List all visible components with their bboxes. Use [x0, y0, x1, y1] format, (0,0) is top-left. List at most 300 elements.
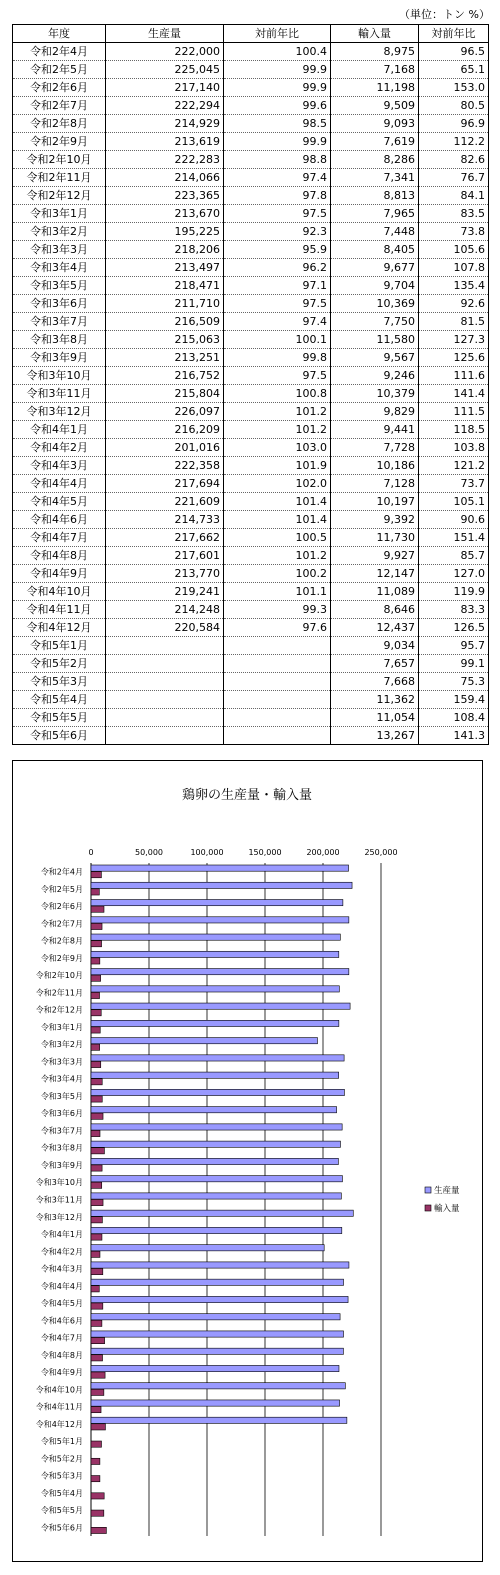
value-cell: 97.5 — [224, 295, 331, 313]
month-cell: 令和4年2月 — [13, 439, 106, 457]
table-row — [13, 241, 489, 259]
value-cell: 119.9 — [419, 583, 489, 601]
value-cell: 97.5 — [224, 367, 331, 385]
value-cell: 218,206 — [106, 241, 224, 259]
value-cell: 100.8 — [224, 385, 331, 403]
bar-import — [91, 1217, 102, 1223]
table-row — [13, 529, 489, 547]
bar-production — [91, 1055, 344, 1061]
category-label: 令和3年9月 — [40, 1160, 83, 1170]
value-cell — [106, 691, 224, 709]
value-cell: 216,209 — [106, 421, 224, 439]
bar-production — [91, 1383, 345, 1389]
value-cell: 141.4 — [419, 385, 489, 403]
value-cell: 99.1 — [419, 655, 489, 673]
value-cell: 10,197 — [331, 493, 419, 511]
value-cell: 126.5 — [419, 619, 489, 637]
category-label: 令和2年6月 — [40, 902, 83, 912]
value-cell: 127.3 — [419, 331, 489, 349]
category-label: 令和3年8月 — [40, 1143, 83, 1153]
table-row — [13, 565, 489, 583]
month-cell: 令和4年4月 — [13, 475, 106, 493]
value-cell: 7,965 — [331, 205, 419, 223]
month-cell: 令和5年5月 — [13, 709, 106, 727]
value-cell: 99.9 — [224, 133, 331, 151]
bar-import — [91, 1182, 102, 1188]
category-label: 令和5年6月 — [40, 1523, 83, 1533]
table-row — [13, 403, 489, 421]
value-cell: 103.8 — [419, 439, 489, 457]
value-cell: 92.6 — [419, 295, 489, 313]
month-cell: 令和4年6月 — [13, 511, 106, 529]
category-label: 令和3年5月 — [40, 1091, 83, 1101]
value-cell: 12,437 — [331, 619, 419, 637]
table-row — [13, 727, 489, 745]
value-cell: 8,975 — [331, 43, 419, 61]
bar-production — [91, 1296, 348, 1302]
bar-import — [91, 1355, 103, 1361]
bar-production — [91, 1193, 341, 1199]
bar-import — [91, 958, 100, 964]
bar-import — [91, 1320, 102, 1326]
category-label: 令和3年11月 — [35, 1195, 83, 1205]
value-cell: 9,441 — [331, 421, 419, 439]
month-cell: 令和5年6月 — [13, 727, 106, 745]
value-cell: 83.3 — [419, 601, 489, 619]
month-cell: 令和2年9月 — [13, 133, 106, 151]
value-cell: 73.7 — [419, 475, 489, 493]
value-cell: 107.8 — [419, 259, 489, 277]
month-cell: 令和2年4月 — [13, 43, 106, 61]
value-cell: 9,509 — [331, 97, 419, 115]
value-cell: 7,619 — [331, 133, 419, 151]
value-cell: 108.4 — [419, 709, 489, 727]
month-cell: 令和3年1月 — [13, 205, 106, 223]
bar-import — [91, 872, 101, 878]
bar-production — [91, 865, 349, 871]
month-cell: 令和3年3月 — [13, 241, 106, 259]
value-cell: 7,448 — [331, 223, 419, 241]
value-cell: 101.9 — [224, 457, 331, 475]
table-row — [13, 133, 489, 151]
x-tick-label: 250,000 — [364, 848, 398, 857]
value-cell: 99.9 — [224, 79, 331, 97]
value-cell: 111.6 — [419, 367, 489, 385]
value-cell — [224, 709, 331, 727]
x-tick-label: 200,000 — [306, 848, 340, 857]
value-cell: 101.2 — [224, 421, 331, 439]
value-cell: 96.5 — [419, 43, 489, 61]
month-cell: 令和4年10月 — [13, 583, 106, 601]
value-cell — [106, 727, 224, 745]
value-cell: 9,927 — [331, 547, 419, 565]
bar-import — [91, 1027, 100, 1033]
bar-production — [91, 1314, 340, 1320]
value-cell: 98.5 — [224, 115, 331, 133]
bar-import — [91, 1441, 101, 1447]
bar-production — [91, 1417, 347, 1423]
value-cell: 97.6 — [224, 619, 331, 637]
category-label: 令和2年9月 — [40, 953, 83, 963]
table-row — [13, 475, 489, 493]
table-row — [13, 637, 489, 655]
value-cell: 65.1 — [419, 61, 489, 79]
value-cell: 97.8 — [224, 187, 331, 205]
category-label: 令和4年8月 — [40, 1350, 83, 1360]
month-cell: 令和2年6月 — [13, 79, 106, 97]
value-cell: 222,283 — [106, 151, 224, 169]
bar-import — [91, 1234, 102, 1240]
table-row — [13, 583, 489, 601]
table-row — [13, 115, 489, 133]
value-cell: 7,128 — [331, 475, 419, 493]
value-cell — [224, 637, 331, 655]
value-cell: 9,704 — [331, 277, 419, 295]
value-cell: 8,813 — [331, 187, 419, 205]
column-header: 対前年比 — [224, 25, 331, 43]
value-cell: 76.7 — [419, 169, 489, 187]
value-cell: 101.1 — [224, 583, 331, 601]
bar-production — [91, 1227, 342, 1233]
value-cell: 101.2 — [224, 547, 331, 565]
value-cell: 225,045 — [106, 61, 224, 79]
value-cell: 9,567 — [331, 349, 419, 367]
bar-import — [91, 1286, 99, 1292]
table-row — [13, 295, 489, 313]
value-cell: 153.0 — [419, 79, 489, 97]
bar-import — [91, 1079, 102, 1085]
value-cell: 103.0 — [224, 439, 331, 457]
month-cell: 令和4年9月 — [13, 565, 106, 583]
value-cell: 141.3 — [419, 727, 489, 745]
category-label: 令和4年5月 — [40, 1299, 83, 1309]
bar-import — [91, 1476, 100, 1482]
value-cell: 8,646 — [331, 601, 419, 619]
bar-import — [91, 1044, 100, 1050]
value-cell: 214,733 — [106, 511, 224, 529]
category-label: 令和4年2月 — [40, 1247, 83, 1257]
bar-import — [91, 1372, 105, 1378]
bar-import — [91, 1130, 100, 1136]
value-cell: 99.9 — [224, 61, 331, 79]
value-cell: 81.5 — [419, 313, 489, 331]
table-row — [13, 511, 489, 529]
unit-note: （単位：トン %） — [399, 8, 490, 21]
bar-import — [91, 1407, 101, 1413]
bar-import — [91, 1493, 104, 1499]
month-cell: 令和4年1月 — [13, 421, 106, 439]
category-label: 令和2年7月 — [40, 919, 83, 929]
bar-import — [91, 1061, 101, 1067]
month-cell: 令和3年7月 — [13, 313, 106, 331]
month-cell: 令和2年11月 — [13, 169, 106, 187]
month-cell: 令和2年10月 — [13, 151, 106, 169]
value-cell: 9,093 — [331, 115, 419, 133]
bar-production — [91, 951, 339, 957]
value-cell: 97.4 — [224, 169, 331, 187]
category-label: 令和4年4月 — [40, 1281, 83, 1291]
category-label: 令和3年6月 — [40, 1109, 83, 1119]
month-cell: 令和4年5月 — [13, 493, 106, 511]
table-row — [13, 547, 489, 565]
month-cell: 令和5年4月 — [13, 691, 106, 709]
bar-import — [91, 1199, 103, 1205]
month-cell: 令和3年8月 — [13, 331, 106, 349]
value-cell: 213,497 — [106, 259, 224, 277]
value-cell: 97.1 — [224, 277, 331, 295]
value-cell: 223,365 — [106, 187, 224, 205]
bar-production — [91, 1262, 349, 1268]
category-label: 令和5年1月 — [40, 1437, 83, 1447]
x-tick-label: 50,000 — [135, 848, 163, 857]
value-cell: 9,246 — [331, 367, 419, 385]
value-cell: 13,267 — [331, 727, 419, 745]
bar-production — [91, 917, 349, 923]
value-cell: 11,580 — [331, 331, 419, 349]
bar-import — [91, 889, 99, 895]
month-cell: 令和4年11月 — [13, 601, 106, 619]
value-cell — [224, 691, 331, 709]
table-body — [13, 43, 489, 745]
month-cell: 令和5年1月 — [13, 637, 106, 655]
table-row — [13, 313, 489, 331]
month-cell: 令和2年7月 — [13, 97, 106, 115]
month-cell: 令和4年12月 — [13, 619, 106, 637]
bar-production — [91, 1279, 344, 1285]
month-cell: 令和5年2月 — [13, 655, 106, 673]
category-label: 令和2年10月 — [35, 971, 83, 981]
value-cell: 9,677 — [331, 259, 419, 277]
category-label: 令和5年4月 — [40, 1488, 83, 1498]
table-row — [13, 673, 489, 691]
chart-title: 鶏卵の生産量・輸入量 — [181, 788, 313, 803]
value-cell: 8,405 — [331, 241, 419, 259]
value-cell: 112.2 — [419, 133, 489, 151]
bar-import — [91, 1424, 105, 1430]
category-label: 令和3年10月 — [35, 1178, 83, 1188]
bar-production — [91, 1089, 344, 1095]
table-row — [13, 205, 489, 223]
bar-production — [91, 1400, 340, 1406]
category-label: 令和5年2月 — [40, 1454, 83, 1464]
category-label: 令和4年3月 — [40, 1264, 83, 1274]
category-label: 令和5年3月 — [40, 1471, 83, 1481]
table-row — [13, 457, 489, 475]
month-cell: 令和4年8月 — [13, 547, 106, 565]
value-cell: 85.7 — [419, 547, 489, 565]
category-label: 令和3年3月 — [40, 1057, 83, 1067]
bar-chart — [13, 761, 482, 1561]
value-cell: 10,379 — [331, 385, 419, 403]
table-row — [13, 655, 489, 673]
table-row — [13, 43, 489, 61]
bar-production — [91, 934, 340, 940]
value-cell: 222,000 — [106, 43, 224, 61]
bar-import — [91, 1165, 102, 1171]
category-label: 令和4年6月 — [40, 1316, 83, 1326]
value-cell: 11,089 — [331, 583, 419, 601]
month-cell: 令和3年11月 — [13, 385, 106, 403]
month-cell: 令和2年5月 — [13, 61, 106, 79]
bar-import — [91, 1337, 105, 1343]
column-header: 輸入量 — [331, 25, 419, 43]
value-cell: 201,016 — [106, 439, 224, 457]
value-cell: 95.9 — [224, 241, 331, 259]
bar-production — [91, 986, 339, 992]
column-header: 年度 — [13, 25, 106, 43]
bar-production — [91, 1176, 342, 1182]
value-cell: 105.6 — [419, 241, 489, 259]
value-cell: 73.8 — [419, 223, 489, 241]
bar-import — [91, 1510, 104, 1516]
value-cell: 83.5 — [419, 205, 489, 223]
value-cell: 213,251 — [106, 349, 224, 367]
value-cell: 105.1 — [419, 493, 489, 511]
value-cell: 218,471 — [106, 277, 224, 295]
table-row — [13, 169, 489, 187]
category-label: 令和3年12月 — [35, 1212, 83, 1222]
table-row — [13, 421, 489, 439]
value-cell: 127.0 — [419, 565, 489, 583]
bar-import — [91, 992, 100, 998]
value-cell: 11,198 — [331, 79, 419, 97]
category-label: 令和4年1月 — [40, 1230, 83, 1240]
value-cell: 80.5 — [419, 97, 489, 115]
bar-import — [91, 1113, 103, 1119]
bar-production — [91, 1210, 353, 1216]
bar-import — [91, 1251, 100, 1257]
value-cell — [106, 673, 224, 691]
value-cell: 95.7 — [419, 637, 489, 655]
category-label: 令和4年7月 — [40, 1333, 83, 1343]
value-cell: 84.1 — [419, 187, 489, 205]
value-cell: 9,829 — [331, 403, 419, 421]
value-cell: 121.2 — [419, 457, 489, 475]
value-cell: 100.2 — [224, 565, 331, 583]
value-cell: 92.3 — [224, 223, 331, 241]
legend-swatch — [425, 1187, 431, 1193]
bar-production — [91, 882, 352, 888]
value-cell: 90.6 — [419, 511, 489, 529]
value-cell: 7,168 — [331, 61, 419, 79]
table-row — [13, 79, 489, 97]
bar-import — [91, 1096, 102, 1102]
bar-production — [91, 1020, 339, 1026]
value-cell: 135.4 — [419, 277, 489, 295]
value-cell: 9,034 — [331, 637, 419, 655]
value-cell: 8,286 — [331, 151, 419, 169]
month-cell: 令和5年3月 — [13, 673, 106, 691]
month-cell: 令和4年7月 — [13, 529, 106, 547]
category-label: 令和3年1月 — [40, 1022, 83, 1032]
category-label: 令和4年9月 — [40, 1368, 83, 1378]
value-cell: 211,710 — [106, 295, 224, 313]
value-cell: 216,509 — [106, 313, 224, 331]
value-cell: 99.3 — [224, 601, 331, 619]
value-cell: 214,248 — [106, 601, 224, 619]
data-table — [12, 24, 489, 745]
value-cell: 217,601 — [106, 547, 224, 565]
value-cell: 12,147 — [331, 565, 419, 583]
value-cell: 222,358 — [106, 457, 224, 475]
table-row — [13, 277, 489, 295]
value-cell: 217,140 — [106, 79, 224, 97]
value-cell: 7,668 — [331, 673, 419, 691]
month-cell: 令和3年9月 — [13, 349, 106, 367]
value-cell: 118.5 — [419, 421, 489, 439]
value-cell: 97.5 — [224, 205, 331, 223]
value-cell: 226,097 — [106, 403, 224, 421]
value-cell: 100.5 — [224, 529, 331, 547]
value-cell: 111.5 — [419, 403, 489, 421]
value-cell: 219,241 — [106, 583, 224, 601]
bar-import — [91, 1268, 103, 1274]
value-cell: 101.4 — [224, 493, 331, 511]
category-label: 令和4年12月 — [35, 1419, 83, 1429]
value-cell: 100.1 — [224, 331, 331, 349]
month-cell: 令和3年10月 — [13, 367, 106, 385]
x-tick-label: 100,000 — [190, 848, 224, 857]
column-header: 対前年比 — [419, 25, 489, 43]
bar-import — [91, 1148, 104, 1154]
value-cell: 217,662 — [106, 529, 224, 547]
category-label: 令和4年10月 — [35, 1385, 83, 1395]
table-row — [13, 223, 489, 241]
month-cell: 令和4年3月 — [13, 457, 106, 475]
legend-label: 生産量 — [434, 1186, 460, 1196]
table-row — [13, 691, 489, 709]
table-row — [13, 349, 489, 367]
value-cell: 214,929 — [106, 115, 224, 133]
value-cell: 102.0 — [224, 475, 331, 493]
table-row — [13, 385, 489, 403]
category-label: 令和2年5月 — [40, 884, 83, 894]
bar-import — [91, 906, 104, 912]
x-tick-label: 0 — [88, 848, 94, 857]
table-row — [13, 331, 489, 349]
value-cell: 7,728 — [331, 439, 419, 457]
month-cell: 令和2年8月 — [13, 115, 106, 133]
value-cell: 96.9 — [419, 115, 489, 133]
value-cell: 7,750 — [331, 313, 419, 331]
bar-import — [91, 923, 102, 929]
value-cell: 9,392 — [331, 511, 419, 529]
value-cell — [106, 709, 224, 727]
bar-production — [91, 1107, 337, 1113]
value-cell: 214,066 — [106, 169, 224, 187]
value-cell — [106, 637, 224, 655]
value-cell: 213,770 — [106, 565, 224, 583]
value-cell: 75.3 — [419, 673, 489, 691]
value-cell: 99.6 — [224, 97, 331, 115]
category-label: 令和2年11月 — [35, 988, 83, 998]
value-cell: 96.2 — [224, 259, 331, 277]
bar-production — [91, 1365, 339, 1371]
value-cell: 10,186 — [331, 457, 419, 475]
value-cell — [224, 727, 331, 745]
table-header-row — [13, 25, 489, 43]
month-cell: 令和3年2月 — [13, 223, 106, 241]
table-row — [13, 61, 489, 79]
bar-production — [91, 1348, 343, 1354]
value-cell: 221,609 — [106, 493, 224, 511]
legend-label: 輸入量 — [434, 1204, 460, 1214]
value-cell: 99.8 — [224, 349, 331, 367]
value-cell: 97.4 — [224, 313, 331, 331]
value-cell: 195,225 — [106, 223, 224, 241]
value-cell: 11,054 — [331, 709, 419, 727]
value-cell: 222,294 — [106, 97, 224, 115]
